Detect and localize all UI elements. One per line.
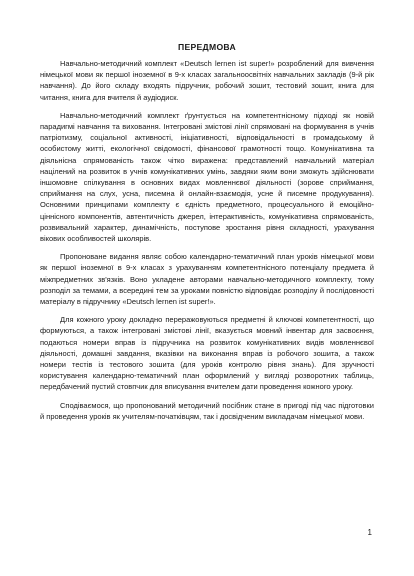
page-number: 1 xyxy=(367,528,372,537)
page-title: ПЕРЕДМОВА xyxy=(177,42,237,52)
paragraph: Пропоноване видання являє собою календарно-тематичний план уроків німецької мови як першої іноземної в 9-х класах з урахуванням компетентнісного потенціалу предмета й міжпредметних зв'язків. Воно укладене авторами навчально-методичного комплекту, тому розподіл за темами, а всередині тем за уроками повністю відповідає розподілу й послідовності матеріалу в підручнику «Deutsch lernen ist super!». xyxy=(40,252,374,307)
document-body xyxy=(40,58,374,429)
paragraph: Для кожного уроку докладно переражовуються предметні й ключові компетентності, що формуються, а також інтегровані змістові лінії, вказується мовний інвентар для засвоєння, подаються номери вправ із підручника на розвиток комунікативних видів мовленнєвої діяльності, домашні завдання, вказівки на виконання вправ із робочого зошита, а також номери тестів із тестового зошита (для уроків контролю рівня знань). Для зручності користування календарно-тематичний план оформлений у вигляді розворотних таблиць, передбачений пустий стовпчик для вписування вчителем дати проведення кожного уроку. xyxy=(40,315,374,392)
paragraph: Навчально-методичний комплект ґрунтується на компетентнісному підході як новій парадигмі навчання та виховання. Інтегровані змістові лінії спрямовані на формування в учнів патріотизму, соціальної активності, ініціативності, відповідальності в громадському й особистому житті, екологічної свідомості, фінансової грамотності тощо. Комунікативна та діяльнісна спрямованість також чітко виражена: представлений навчальний матеріал націлений на розвиток в учнів комунікативних умінь, завдяки яким вони зможуть здійснювати іншомовне спілкування в основних видах мовленнєвої діяльності (зорове сприймання, сприймання на слух, усна, писемна й онлайн-взаємодія, усне й писемне продукування). Основними принципами комплекту є єдність предметного, процесуального й емоційно-ціннісного компонентів, автентичність джерел, інтерактивність, комунікативна спрямованість, розвивальний характер, динамічність, поступове зростання рівня складності, урахування вікових особливостей школярів. xyxy=(40,110,374,244)
paragraph: Сподіваємося, що пропонований методичний посібник стане в пригоді під час підготовки й проведення уроків як учителям-початківцям, так і досвідченим викладачам німецької мови. xyxy=(40,400,374,421)
paragraph: Навчально-методичний комплект «Deutsch lernen ist super!» розроблений для вивчення німецької мови як першої іноземної в 9-х класах загальноосвітніх навчальних закладів (9-й рік навчання). До його складу входять підручник, робочий зошит, тестовий зошит, книга для читання, книга для вчителя й аудіодиск. xyxy=(40,59,374,102)
